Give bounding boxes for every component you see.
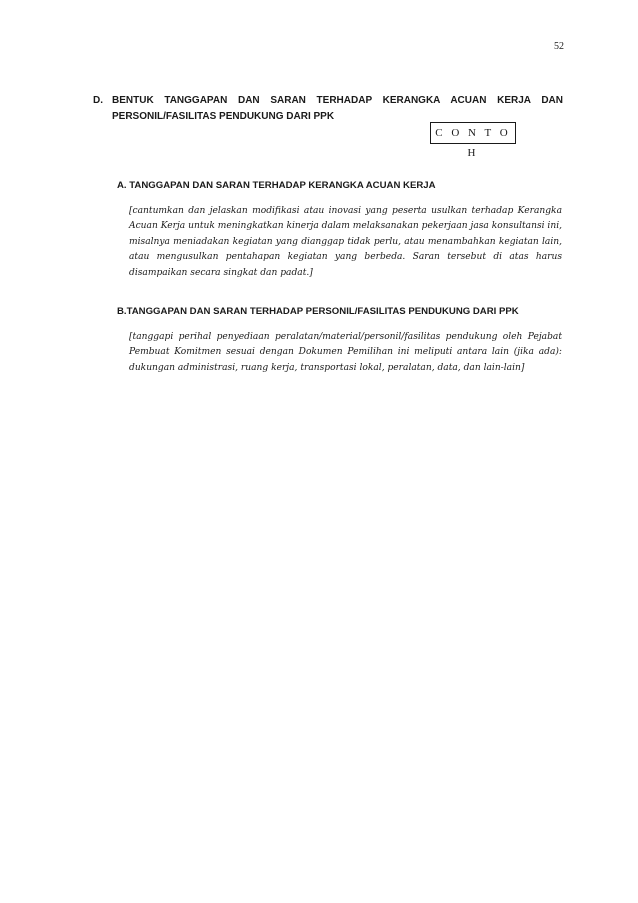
part-b-heading: B.TANGGAPAN DAN SARAN TERHADAP PERSONIL/FASILITAS PENDUKUNG DARI PPK [117, 306, 519, 317]
page-number: 52 [554, 41, 564, 52]
section-title-line2: PERSONIL/FASILITAS PENDUKUNG DARI PPK [112, 111, 335, 122]
part-a-heading: A. TANGGAPAN DAN SARAN TERHADAP KERANGKA ACUAN KERJA [117, 180, 436, 191]
section-title-line1: BENTUK TANGGAPAN DAN SARAN TERHADAP KERANGKA ACUAN KERJA DAN [112, 95, 563, 106]
section-prefix: D. [93, 95, 103, 106]
contoh-label-box: C O N T O H [430, 122, 516, 144]
part-b-instruction: [tanggapi perihal penyediaan peralatan/material/personil/fasilitas pendukung oleh Pejabat Pembuat Komitmen sesuai dengan Dokumen Pemilihan ini meliputi antara lain (jika ada): dukungan administrasi, ruang kerja, transportasi lokal, peralatan, data, dan lain-lain] [129, 332, 562, 373]
part-a-instruction: [cantumkan dan jelaskan modifikasi atau inovasi yang peserta usulkan terhadap Kerangka Acuan Kerja untuk meningkatkan kinerja dalam melaksanakan pekerjaan jasa konsultansi ini, misalnya meniadakan kegiatan yang dianggap tidak perlu, atau menambahkan kegiatan lain, atau mengusulkan pentahapan kegiatan yang berbeda. Saran tersebut di atas harus disampaikan secara singkat dan padat.] [129, 206, 562, 278]
